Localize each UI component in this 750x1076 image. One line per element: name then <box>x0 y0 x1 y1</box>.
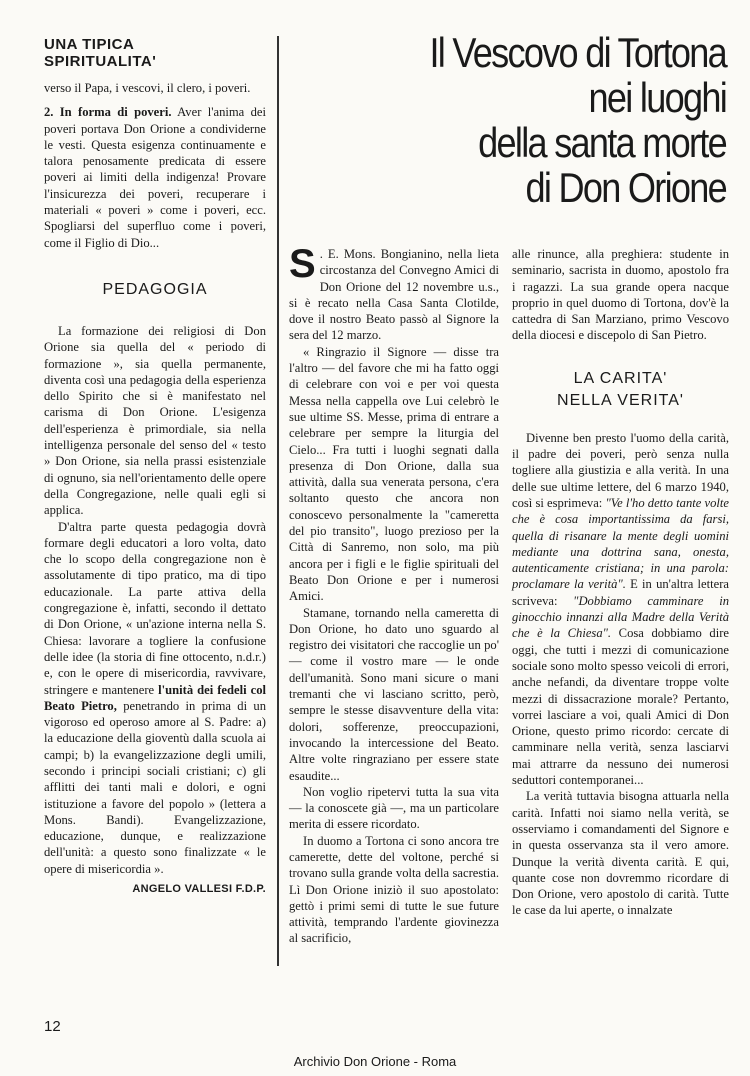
paragraph: Stamane, tornando nella cameretta di Don Orione, ho dato uno sguardo al registro dei visitatori che raccoglie un po' — come il vostro mare — le onde dell'umanità. Sono mani sicure o mani tremanti che vi lasciano scritto, però, sempre le stesse disavventure della vita: dolori, sofferenze, preoccupazioni, invocando la intercessione del Beato. Altre volte ringraziano per essere state esaudite... <box>289 605 499 783</box>
paragraph: Non voglio ripetervi tutta la sua vita — la conoscete già —, ma un particolare merita di essere ricordato. <box>289 784 499 832</box>
title-line-4: di Don Orione <box>525 164 726 211</box>
left-column <box>44 36 266 895</box>
section-heading: PEDAGOGIA <box>102 280 208 298</box>
author-signature: ANGELO VALLESI F.D.P. <box>132 883 266 896</box>
paragraph-lead: 2. In forma di poveri. <box>44 105 172 120</box>
page-number: 12 <box>44 1018 61 1035</box>
right-column <box>512 246 729 919</box>
title-line-2: nei luoghi <box>588 74 726 121</box>
paragraph: In duomo a Tortona ci sono ancora tre camerette, dette del voltone, perché si trovano sulla grande volta della sacrestia. Lì Don Orione iniziò il suo apostolato: gettò i primi semi di tutte le sue future attività, temprando l'ardente giovinezza al sacrificio, <box>289 833 499 946</box>
quote-italic: "Dobbiamo camminare in ginocchio innanzi alla Madre della Verità che è la Chiesa". <box>512 593 729 641</box>
kicker-line-1: UNA TIPICA <box>44 36 135 53</box>
paragraph-text: penetrando in prima di un vigoroso ed operoso amore al S. Padre: a) la educazione della gioventù dalla scuola ai campi; b) la evangelizzazione degli umili, secondo i principi sociali cristiani; c) gli afflitti dei tanti mali e dolori, e ogni istituzione a favore del popolo » (lettera a Mons. Bandi). Evangelizzazione, educazione, dunque, e realizzazione dell'unità: a questo sono finalizzate « le opere di misericordia ». <box>44 698 266 876</box>
paragraph-text: E in un'altra lettera scriveva: <box>512 577 730 608</box>
quote-italic: "Ve l'ho detto tante volte che è cosa importantissima da farsi, quella di risanare la mente degli uomini mediante una dottrina sana, onesta, autenticamente cristiana; in una parola: proclamare la verità". <box>512 495 729 592</box>
paragraph <box>512 430 729 789</box>
drop-cap: S <box>289 242 316 286</box>
paragraph <box>44 519 266 878</box>
kicker-line-2: SPIRITUALITA' <box>44 53 157 70</box>
paragraph: verso il Papa, i vescovi, il clero, i poveri. <box>44 81 251 95</box>
paragraph-text: D'altra parte questa pedagogia dovrà formare degli educatori a loro volta, dato che lo scopo della congregazione non è assolutamente di tipo pratico, ma di tipo educazionale. La parte attiva della congregazione è, infatti, secondo il dettato di Don Orione, « un'azione interna nella S. Chiesa: lavorare a togliere la confusione delle idee (la storia di fine ottocento, n.d.r.) e, con le opere di misericordia, ravvivare, stringere e mantenere <box>44 519 266 697</box>
paragraph-text: Divenne ben presto l'uomo della carità, il padre dei poveri, però senza nulla togliere alla giustizia e alla verità. In una delle sue ultime lettere, del 6 marzo 1940, così si esprimeva: <box>512 430 729 510</box>
paragraph-bold: l'unità dei fedeli col Beato Pietro, <box>44 682 266 713</box>
paragraph-text: Cosa dobbiamo dire oggi, che tutti i mezzi di comunicazione sociale sono molto spesso veicoli di errori, anche nefandi, da diventare troppe volte mezzi di dissacrazione morale? Pertanto, vorrei lasciare a voi, quali Amici di Don Orione, questo primo ricordo: cercate di camminare nella verità, senza lasciarvi mai attrarre da nessuno dei numerosi seduttori contemporanei... <box>512 626 729 788</box>
section-kicker <box>44 36 266 70</box>
paragraph: La verità tuttavia bisogna attuarla nella carità. Infatti noi siamo nella verità, se osserviamo i comandamenti del Signore e in questa osservanza sta il vero amore. Dunque la verità diventa carità. E qui, quante cose non dovremmo ricordare di Don Orione, vero apostolo di carità. Tutte le case da lui aperte, o innalzate <box>512 789 729 918</box>
column-divider <box>277 36 279 966</box>
title-line-1: Il Vescovo di Tortona <box>429 29 726 76</box>
paragraph: « Ringrazio il Signore — disse tra l'altro — del favore che mi ha fatto oggi di celebrare con voi e per voi questa Messa nella cappella ove Lui celebrò le sue ultime SS. Messe, prima di entrare a celebrare per sempre la liturgia del Cielo... Fra tutti i luoghi segnati dalla presenza di Don Orione, dalla sua attività, dalla sua venerata persona, c'era soltanto questo che ancora non conoscevo personalmente la "cameretta del pio transito", luogo prezioso per la Città di Sanremo, non solo, ma più ancora per i figli e le figlie spirituali del Beato Don Orione e per i numerosi Amici. <box>289 344 499 604</box>
paragraph-text: Aver l'anima dei poveri portava Don Orione a condividerne le vesti. Questa esigenza continuamente e talora penosamente predicata di essere poveri ai limiti della indigenza! Provare l'insicurezza dei poveri, recuperare i materiali « poveri » come i poveri, ecc. Spogliarsi del superfluo come i poveri, come il Figlio di Dio... <box>44 105 266 250</box>
subheading <box>512 368 729 412</box>
paragraph <box>44 104 266 251</box>
paragraph: alle rinunce, alla preghiera: studente in seminario, sacrista in duomo, apostolo fra i ragazzi. La sua grande opera nacque proprio in quel duomo di Tortona, dov'è la cattedra di San Marziano, primo Vescovo della diocesi e discepolo di San Pietro. <box>512 247 729 343</box>
paragraph: La formazione dei religiosi di Don Orione sia quella del « periodo di formazione », sia quella permanente, diventa così una pedagogia della esperienza dello Spirito che si è manifestato nel carisma di Don Orione. L'esigenza dell'esperienza è primordiale, sia nella intelligenza personale del senso del « testo » Don Orione, sia nella prassi esistenziale di ognuno, sia nell'orientamento delle opere della Congregazione, nelle quali egli si applica. <box>44 323 266 518</box>
subheading-line-1: LA CARITA' <box>573 369 668 387</box>
paragraph <box>289 242 499 344</box>
title-line-3: della santa morte <box>478 119 726 166</box>
paragraph-text: . E. Mons. Bongianino, nella lieta circostanza del Convegno Amici di Don Orione del 12 novembre u.s., si è recato nella Casa Santa Clotilde, dove il nostro Beato passò al Signore la sera del 12 marzo. <box>289 247 499 343</box>
middle-column <box>289 242 499 947</box>
article-title <box>348 30 726 210</box>
archive-footer: Archivio Don Orione - Roma <box>293 1054 457 1069</box>
subheading-line-2: NELLA VERITA' <box>557 391 684 409</box>
